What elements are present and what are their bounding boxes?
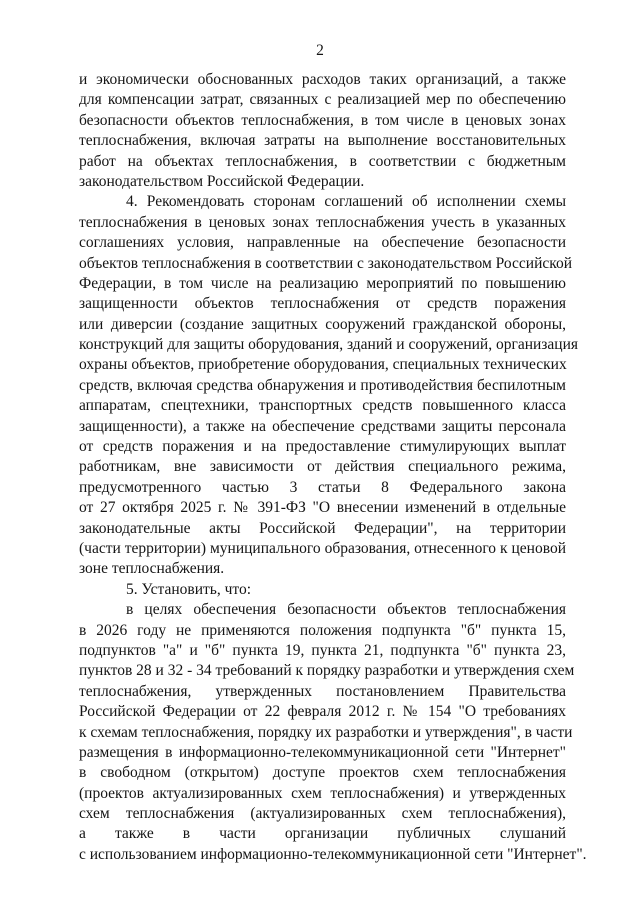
text-line: охраны объектов, приобретение оборудования, специальных технических <box>79 356 567 374</box>
text-line: защищенности), а также на обеспечение средствами защиты персонала <box>79 417 566 435</box>
text-line: средств, включая средства обнаружения и противодействия беспилотным <box>79 376 566 394</box>
text-line: теплоснабжения в ценовых зонах теплоснабжения учесть в указанных <box>79 213 566 231</box>
text-line: предусмотренного частью 3 статьи 8 Федерального закона <box>79 478 566 496</box>
text-line: в целях обеспечения безопасности объектов теплоснабжения <box>126 601 566 619</box>
text-line: конструкций для защиты оборудования, зданий и сооружений, организация <box>79 336 579 354</box>
text-line: безопасности объектов теплоснабжения, в том числе в ценовых зонах <box>79 111 566 129</box>
text-line: в 2026 году не применяются положения подпункта "б" пункта 15, <box>79 621 566 639</box>
text-line: соглашениях условия, направленные на обеспечение безопасности <box>79 234 566 252</box>
document-body <box>79 70 587 865</box>
text-line: работ на объектах теплоснабжения, в соответствии с бюджетным <box>79 152 566 170</box>
text-line: от 27 октября 2025 г. № 391-ФЗ "О внесении изменений в отдельные <box>79 499 566 517</box>
text-line: (проектов актуализированных схем теплоснабжения) и утвержденных <box>79 784 566 802</box>
text-line: подпунктов "а" и "б" пункта 19, пункта 21, подпункта "б" пункта 23, <box>79 641 566 659</box>
page-number: 2 <box>316 42 324 59</box>
text-line: или диверсии (создание защитных сооружений гражданской обороны, <box>79 315 566 333</box>
text-line: теплоснабжения, утвержденных постановлением Правительства <box>79 682 566 700</box>
text-line: в свободном (открытом) доступе проектов схем теплоснабжения <box>79 764 566 782</box>
text-line: законодательные акты Российской Федерации", на территории <box>79 519 566 537</box>
text-line: схем теплоснабжения (актуализированных схем теплоснабжения), <box>79 805 566 823</box>
text-line: объектов теплоснабжения в соответствии с законодательством Российской <box>79 254 573 272</box>
text-line: (части территории) муниципального образования, отнесенного к ценовой <box>79 539 566 557</box>
text-line: аппаратам, спецтехники, транспортных средств повышенного класса <box>79 397 566 415</box>
text-line: к схемам теплоснабжения, порядку их разработки и утверждения", в части <box>79 723 573 741</box>
text-line: зоне теплоснабжения. <box>79 560 225 578</box>
text-line: работникам, вне зависимости от действия специального режима, <box>79 458 566 476</box>
text-line: законодательством Российской Федерации. <box>79 172 365 190</box>
text-line: и экономически обоснованных расходов таких организаций, а также <box>79 71 566 88</box>
text-line: Российской Федерации от 22 февраля 2012 г. № 154 "О требованиях <box>79 703 566 721</box>
text-line: 4. Рекомендовать сторонам соглашений об исполнении схемы <box>126 193 566 211</box>
text-line: для компенсации затрат, связанных с реализацией мер по обеспечению <box>79 91 566 109</box>
text-line: теплоснабжения, включая затраты на выполнение восстановительных <box>79 132 566 150</box>
text-line: с использованием информационно-телекоммуникационной сети "Интернет". <box>79 845 587 863</box>
text-line: а также в части организации публичных слушаний <box>79 825 566 843</box>
text-line: размещения в информационно-телекоммуникационной сети "Интернет" <box>79 743 566 761</box>
text-line: 5. Установить, что: <box>126 580 252 598</box>
text-line: защищенности объектов теплоснабжения от средств поражения <box>79 295 566 313</box>
text-line: от средств поражения и на предоставление стимулирующих выплат <box>79 438 566 456</box>
text-line: Федерации, в том числе на реализацию мероприятий по повышению <box>79 274 566 292</box>
text-line: пунктов 28 и 32 - 34 требований к порядку разработки и утверждения схем <box>79 662 575 680</box>
